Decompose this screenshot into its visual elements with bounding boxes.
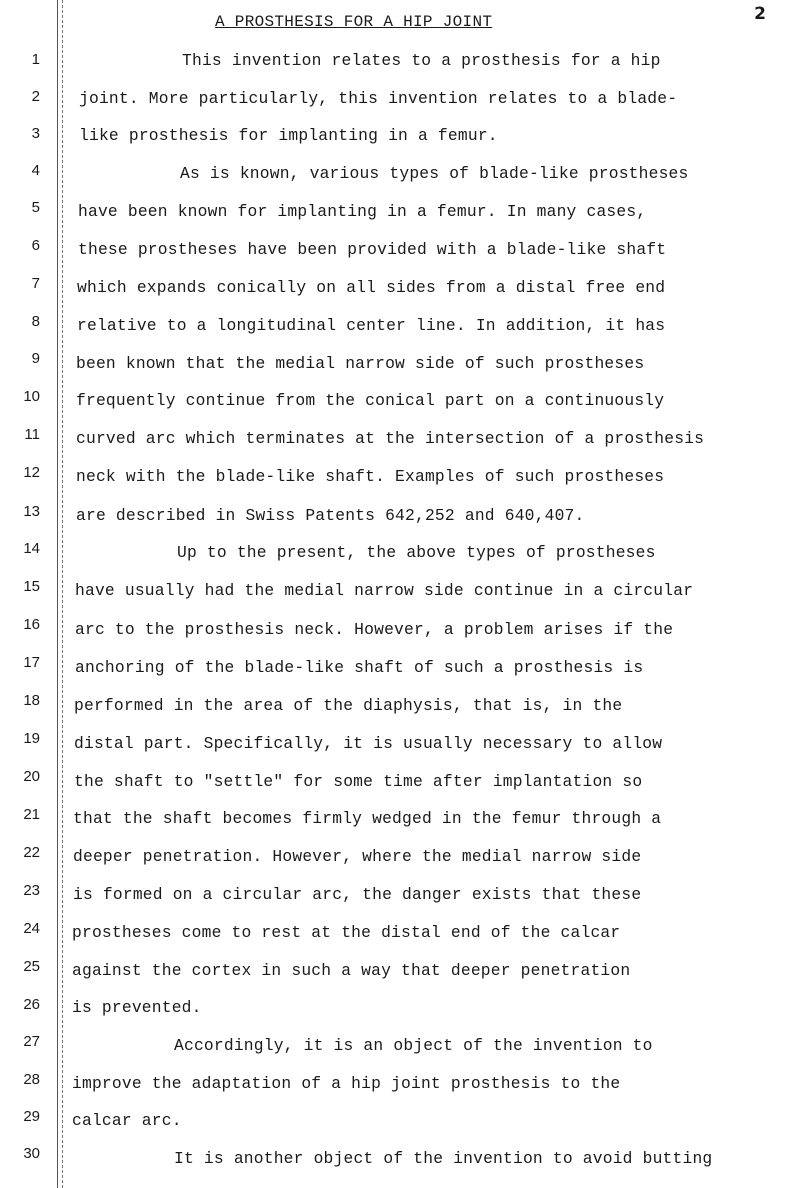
line-number: 18: [23, 692, 40, 709]
text-line: are described in Swiss Patents 642,252 and 640,407.: [76, 506, 585, 525]
line-number: 24: [23, 920, 40, 937]
text-line: is formed on a circular arc, the danger exists that these: [73, 885, 642, 904]
line-number: 5: [31, 199, 40, 216]
line-number: 16: [23, 616, 40, 633]
line-number: 21: [23, 806, 40, 823]
line-number: 2: [31, 88, 40, 105]
line-number: 15: [23, 578, 40, 595]
line-number: 22: [23, 844, 40, 861]
line-number: 7: [31, 275, 40, 292]
line-number: 19: [23, 730, 40, 747]
text-line: This invention relates to a prosthesis for a hip: [182, 51, 661, 70]
text-line: It is another object of the invention to avoid butting: [174, 1149, 713, 1168]
line-number: 17: [23, 654, 40, 671]
line-number: 8: [31, 313, 40, 330]
text-line: Accordingly, it is an object of the invention to: [174, 1036, 653, 1055]
line-number: 26: [23, 996, 40, 1013]
text-line: that the shaft becomes firmly wedged in the femur through a: [73, 809, 662, 828]
text-line: have usually had the medial narrow side continue in a circular: [75, 581, 694, 600]
text-line: have been known for implanting in a femur. In many cases,: [78, 202, 647, 221]
line-number: 10: [23, 388, 40, 405]
line-number: 6: [31, 237, 40, 254]
text-line: improve the adaptation of a hip joint prosthesis to the: [72, 1074, 621, 1093]
page-number: 2: [754, 4, 766, 24]
text-line: neck with the blade-like shaft. Examples of such prostheses: [76, 467, 665, 486]
text-line: prostheses come to rest at the distal end of the calcar: [72, 923, 621, 942]
text-line: is prevented.: [72, 998, 202, 1017]
line-number: 20: [23, 768, 40, 785]
line-number: 9: [31, 350, 40, 367]
line-number: 30: [23, 1145, 40, 1162]
line-number: 29: [23, 1108, 40, 1125]
text-line: distal part. Specifically, it is usually necessary to allow: [74, 734, 663, 753]
line-number: 14: [23, 540, 40, 557]
text-line: been known that the medial narrow side of such prostheses: [76, 354, 645, 373]
text-line: relative to a longitudinal center line. In addition, it has: [77, 316, 666, 335]
text-line: joint. More particularly, this invention relates to a blade-: [79, 89, 678, 108]
text-line: deeper penetration. However, where the medial narrow side: [73, 847, 642, 866]
line-number: 3: [31, 125, 40, 142]
line-number: 27: [23, 1033, 40, 1050]
text-line: frequently continue from the conical part on a continuously: [76, 391, 665, 410]
document-title: A PROSTHESIS FOR A HIP JOINT: [215, 13, 493, 31]
text-line: arc to the prosthesis neck. However, a problem arises if the: [75, 620, 674, 639]
text-line: these prostheses have been provided with a blade-like shaft: [78, 240, 667, 259]
text-line: curved arc which terminates at the intersection of a prosthesis: [76, 429, 705, 448]
text-line: performed in the area of the diaphysis, that is, in the: [74, 696, 623, 715]
text-line: like prosthesis for implanting in a femur.: [79, 126, 498, 145]
text-line: calcar arc.: [72, 1111, 182, 1130]
line-number: 25: [23, 958, 40, 975]
line-number: 4: [31, 162, 40, 179]
text-line: As is known, various types of blade-like prostheses: [180, 164, 689, 183]
line-number: 1: [31, 51, 40, 68]
margin-rule-left: [57, 0, 58, 1188]
text-line: the shaft to "settle" for some time after implantation so: [74, 772, 643, 791]
line-number: 12: [23, 464, 40, 481]
margin-rule-right: [62, 0, 63, 1188]
line-number: 13: [23, 503, 40, 520]
line-number: 23: [23, 882, 40, 899]
line-number: 11: [24, 426, 40, 443]
line-number: 28: [23, 1071, 40, 1088]
text-line: against the cortex in such a way that deeper penetration: [72, 961, 631, 980]
text-line: Up to the present, the above types of prostheses: [177, 543, 656, 562]
text-line: anchoring of the blade-like shaft of such a prosthesis is: [75, 658, 644, 677]
text-line: which expands conically on all sides from a distal free end: [77, 278, 666, 297]
